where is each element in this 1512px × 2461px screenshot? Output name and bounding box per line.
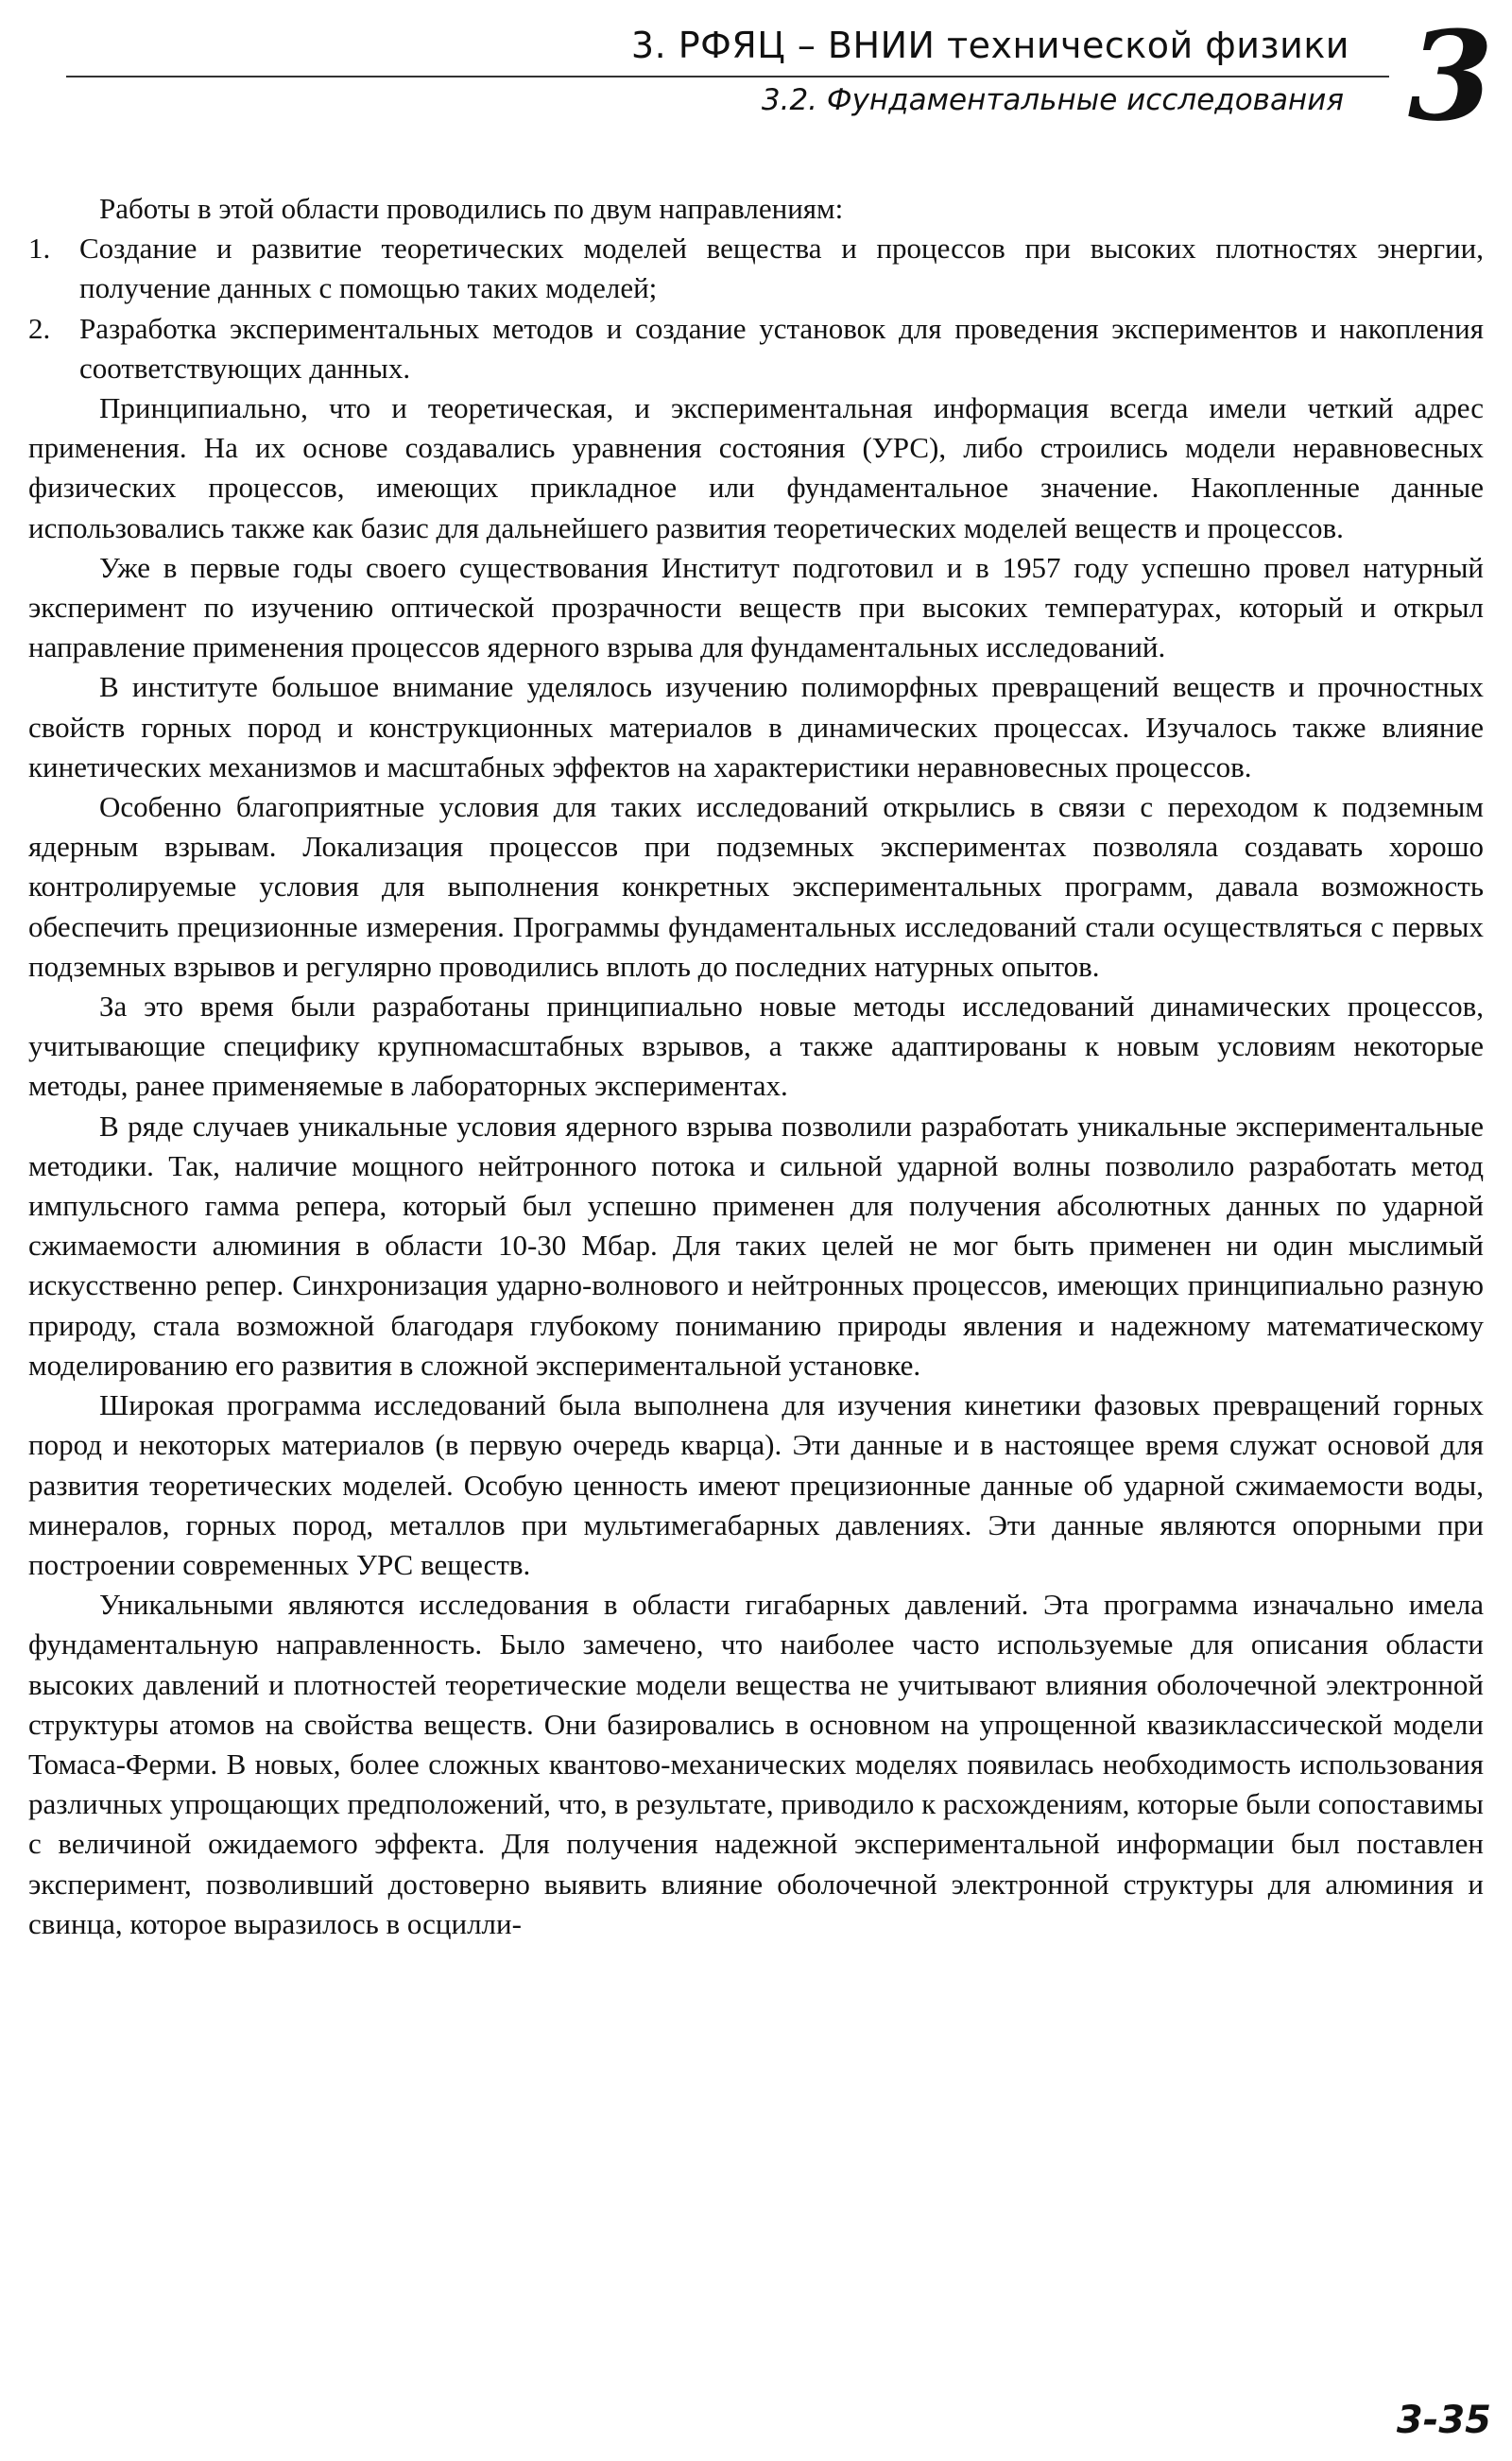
header-rule	[66, 76, 1389, 77]
list-item	[28, 229, 1484, 308]
page-number: 3-35	[1396, 2399, 1491, 2442]
list-item-text: Создание и развитие теоретических моделей вещества и процессов при высоких плотностях энергии, получение данных с помощью таких моделей;	[79, 232, 1484, 305]
paragraph: За это время были разработаны принципиально новые методы исследований динамических процессов, учитывающие специфику крупномасштабных взрывов, а также адаптированы к новым условиям некоторые методы, ранее применяемые в лабораторных экспериментах.	[28, 990, 1484, 1103]
paragraph: Принципиально, что и теоретическая, и экспериментальная информация всегда имели четкий адрес применения. На их основе создавались уравнения состояния (УРС), либо строились модели неравновесных физических процессов, имеющих прикладное или фундаментальное значение. Накопленные данные использовались также как базис для дальнейшего развития теоретических моделей веществ и процессов.	[28, 391, 1484, 544]
paragraph: В ряде случаев уникальные условия ядерного взрыва позволили разработать уникальные экспериментальные методики. Так, наличие мощного нейтронного потока и сильной ударной волны позволило разработать метод импульсного гамма репера, который был успешно применен для получения абсолютных данных по ударной сжимаемости алюминия в области 10-30 Мбар. Для таких целей не мог быть применен ни один мыслимый искусственно репер. Синхронизация ударно-волнового и нейтронных процессов, имеющих принципиально разную природу, стала возможной благодаря глубокому пониманию природы явления и надежному математическому моделированию его развития в сложной экспериментальной установке.	[28, 1109, 1484, 1382]
document-body	[28, 189, 1484, 1944]
chapter-mark-glyph: 3	[1408, 8, 1493, 140]
intro-paragraph: Работы в этой области проводились по двум направлениям:	[99, 192, 844, 225]
paragraph: Уже в первые годы своего существования Институт подготовил и в 1957 году успешно провел натурный эксперимент по изучению оптической прозрачности веществ при высоких температурах, который и открыл направление применения процессов ядерного взрыва для фундаментальных исследований.	[28, 550, 1484, 664]
paragraph: В институте большое внимание уделялось изучению полиморфных превращений веществ и прочностных свойств горных пород и конструкционных материалов в динамических процессах. Изучалось также влияние кинетических механизмов и масштабных эффектов на характеристики неравновесных процессов.	[28, 670, 1484, 783]
paragraph: Особенно благоприятные условия для таких исследований открылись в связи с переходом к подземным ядерным взрывам. Локализация процессов при подземных экспериментах позволяла создавать хорошо контролируемые условия для выполнения конкретных экспериментальных программ, давала возможность обеспечить прецизионные измерения. Программы фундаментальных исследований стали осуществляться с первых подземных взрывов и регулярно проводились вплоть до последних натурных опытов.	[28, 790, 1484, 983]
paragraph: Уникальными являются исследования в области гигабарных давлений. Эта программа изначально имела фундаментальную направленность. Было замечено, что наиболее часто используемые для описания области высоких давлений и плотностей теоретические модели вещества не учитывают влияния оболочечной электронной структуры атомов на свойства веществ. Они базировались в основном на упрощенной квазиклассической модели Томаса-Ферми. В новых, более сложных квантово-механических моделях появилась необходимость использования различных упрощающих предположений, что, в результате, приводило к расхождениям, которые были сопоставимы с величиной ожидаемого эффекта. Для получения надежной экспериментальной информации был поставлен эксперимент, позволивший достоверно выявить влияние оболочечной электронной структуры для алюминия и свинца, которое выразилось в осцилли-	[28, 1588, 1484, 1940]
list-item	[28, 309, 1484, 388]
chapter-title: 3. РФЯЦ – ВНИИ технической физики	[630, 25, 1349, 66]
chapter-number-mark	[1408, 8, 1493, 140]
list-item-text: Разработка экспериментальных методов и создание установок для проведения экспериментов и накопления соответствующих данных.	[79, 311, 1484, 385]
running-header	[0, 0, 1512, 151]
list-item-number: 1.	[28, 232, 51, 266]
directions-list	[28, 229, 1484, 388]
section-title: 3.2. Фундаментальные исследования	[761, 83, 1344, 117]
list-item-number: 2.	[28, 311, 51, 345]
paragraph: Широкая программа исследований была выполнена для изучения кинетики фазовых превращений горных пород и некоторых материалов (в первую очередь кварца). Эти данные и в настоящее время служат основой для развития теоретических моделей. Особую ценность имеют прецизионные данные об ударной сжимаемости воды, минералов, горных пород, металлов при мультимегабарных давлениях. Эти данные являются опорными при построении современных УРС веществ.	[28, 1388, 1484, 1581]
